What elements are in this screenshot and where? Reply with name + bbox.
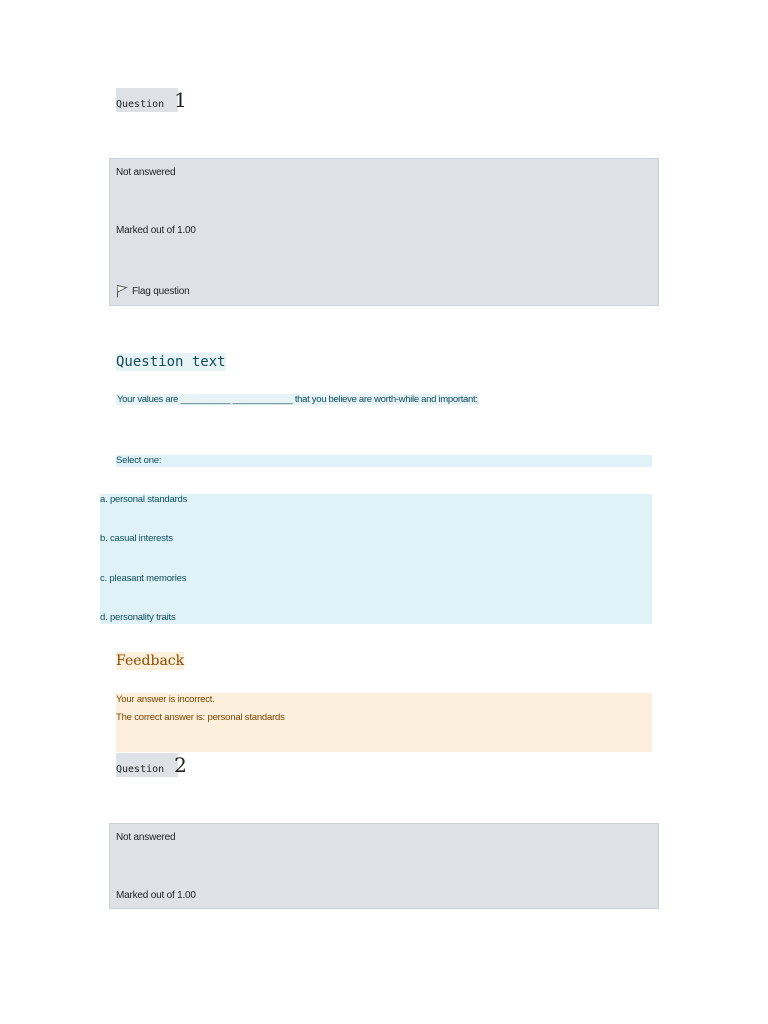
question-text-heading: Question text xyxy=(116,354,226,370)
select-one-prompt: Select one: xyxy=(116,455,162,466)
feedback-box xyxy=(116,693,652,752)
question-2-info-box xyxy=(109,823,659,909)
flag-question-label: Flag question xyxy=(132,285,190,297)
question-text: Your values are __________ ____________ that you believe are worth-while and important: xyxy=(117,394,478,405)
flag-question-link[interactable] xyxy=(116,284,189,298)
answer-options xyxy=(100,494,652,624)
question-number: 2 xyxy=(174,753,187,777)
question-1-info-box xyxy=(109,158,659,306)
question-status: Not answered xyxy=(116,167,176,178)
question-2-header xyxy=(116,753,187,777)
option-a[interactable]: a. personal standards xyxy=(100,494,188,505)
option-b[interactable]: b. casual interests xyxy=(100,533,173,544)
question-marks: Marked out of 1.00 xyxy=(116,225,196,236)
prompt-bar xyxy=(116,455,652,467)
question-marks: Marked out of 1.00 xyxy=(116,890,196,901)
question-status: Not answered xyxy=(116,832,176,843)
question-label: Question xyxy=(116,99,165,110)
feedback-result: Your answer is incorrect. xyxy=(116,694,215,705)
feedback-heading: Feedback xyxy=(116,653,185,669)
question-number: 1 xyxy=(174,88,187,112)
question-label: Question xyxy=(116,764,165,775)
option-d[interactable]: d. personality traits xyxy=(100,612,176,623)
feedback-correct-answer: The correct answer is: personal standards xyxy=(116,712,285,723)
flag-icon xyxy=(116,284,128,298)
option-c[interactable]: c. pleasant memories xyxy=(100,573,187,584)
question-1-header xyxy=(116,88,187,112)
